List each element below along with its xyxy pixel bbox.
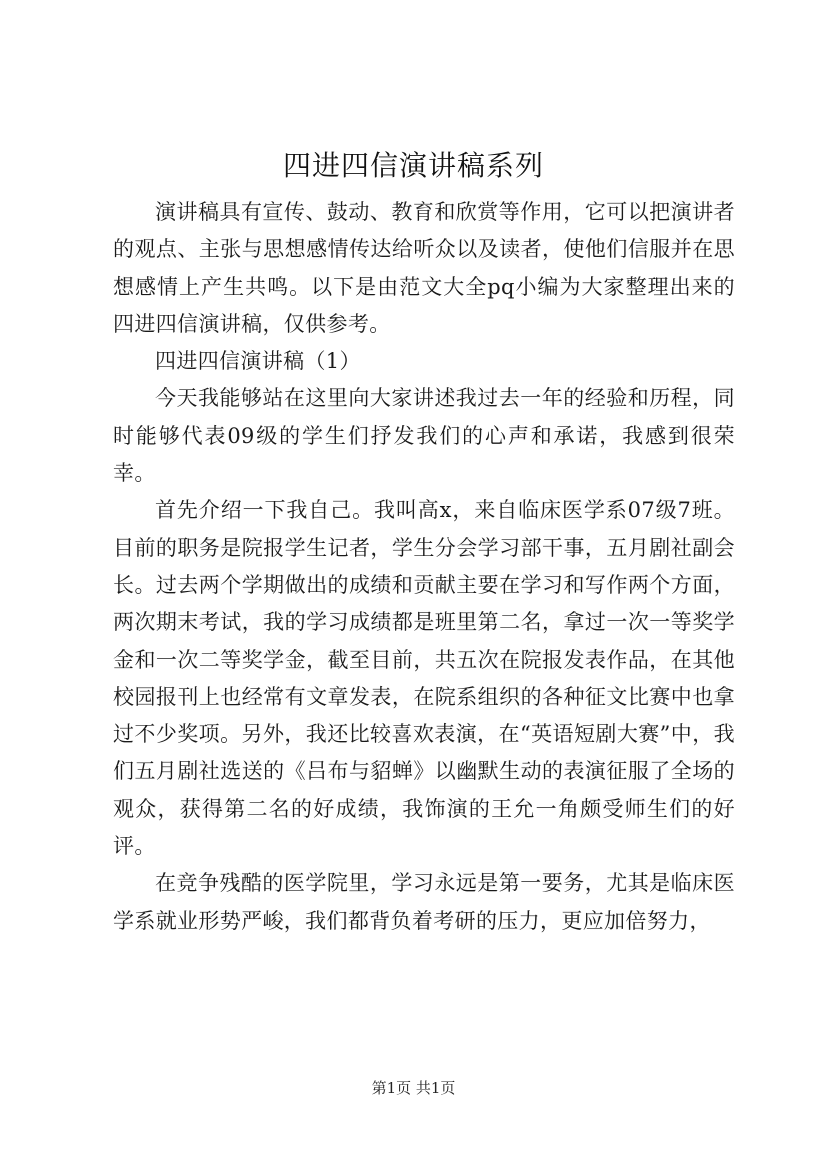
body-paragraph: 今天我能够站在这里向大家讲述我过去一年的经验和历程，同时能够代表09级的学生们抒发我们的心声和承诺，我感到很荣幸。: [113, 386, 735, 486]
intro-paragraph: 演讲稿具有宣传、鼓动、教育和欣赏等作用，它可以把演讲者的观点、主张与思想感情传达给听众以及读者，使他们信服并在思想感情上产生共鸣。以下是由范文大全pq小编为大家整理出来的四进四信演讲稿，仅供参考。: [113, 200, 735, 336]
section-heading: 四进四信演讲稿（1）: [155, 349, 361, 374]
body-paragraph: 在竞争残酷的医学院里，学习永远是第一要务，尤其是临床医学系就业形势严峻，我们都背负着考研的压力，更应加倍努力，: [113, 871, 735, 933]
document-title: 四进四信演讲稿系列: [282, 149, 544, 182]
document-body: [113, 194, 735, 940]
page-footer: 第1页 共1页: [371, 1079, 456, 1097]
body-paragraph: 首先介绍一下我自己。我叫高x，来自临床医学系07级7班。目前的职务是院报学生记者，学生分会学习部干事，五月剧社副会长。过去两个学期做出的成绩和贡献主要在学习和写作两个方面，两次期末考试，我的学习成绩都是班里第二名，拿过一次一等奖学金和一次二等奖学金，截至目前，共五次在院报发表作品，在其他校园报刊上也经常有文章发表，在院系组织的各种征文比赛中也拿过不少奖项。另外，我还比较喜欢表演，在“英语短剧大赛”中，我们五月剧社选送的《吕布与貂蝉》以幽默生动的表演征服了全场的观众，获得第二名的好成绩，我饰演的王允一角颇受师生们的好评。: [113, 498, 736, 859]
